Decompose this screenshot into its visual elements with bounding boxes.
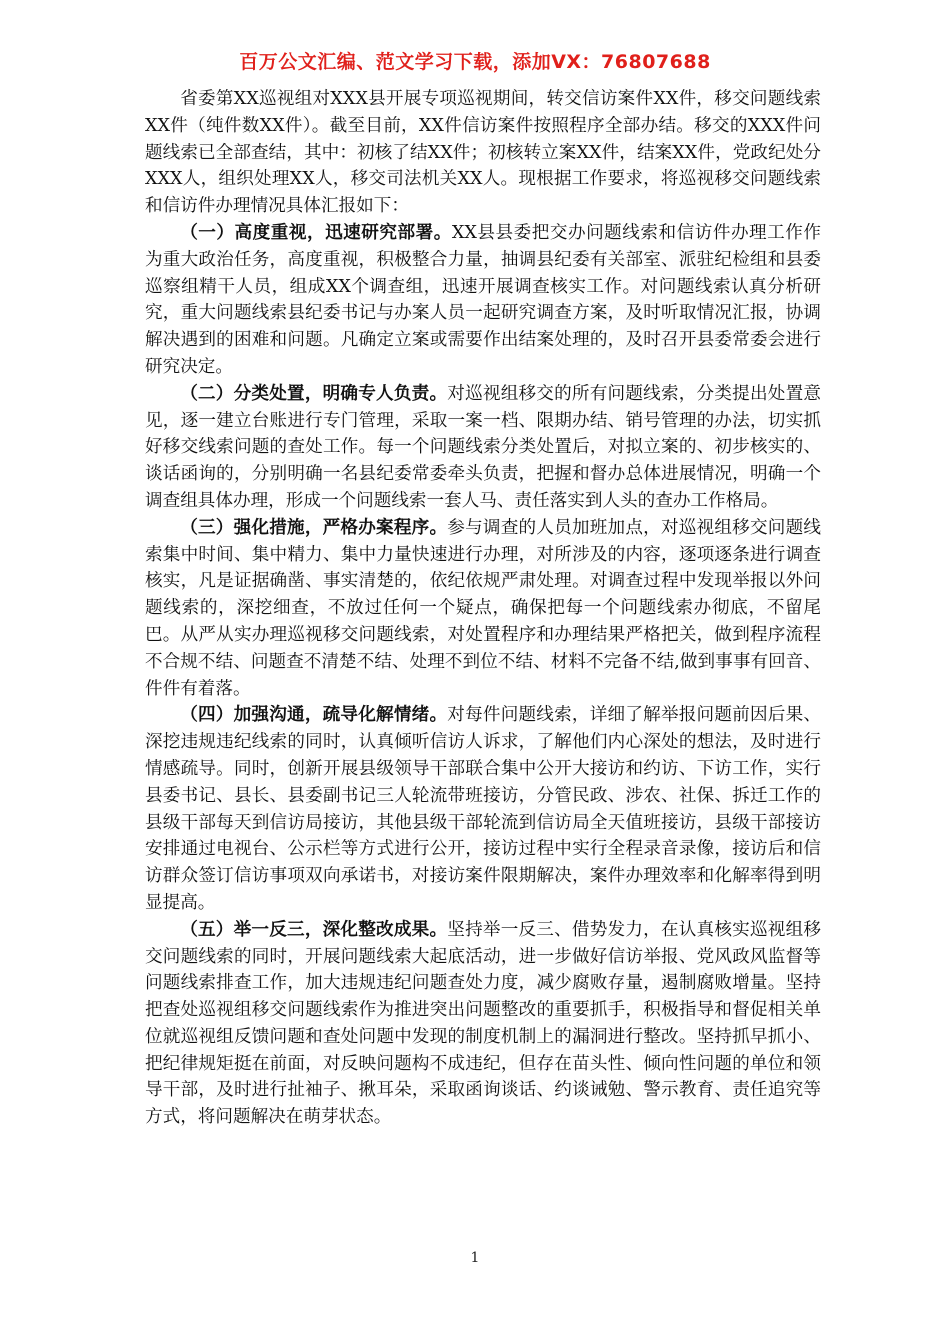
section-5-heading: （五）举一反三，深化整改成果。 bbox=[180, 918, 448, 940]
section-3-paragraph bbox=[145, 515, 821, 703]
watermark-banner: 百万公文汇编、范文学习下载，添加VX：76807688 bbox=[239, 51, 711, 73]
section-1-heading: （一）高度重视，迅速研究部署。 bbox=[180, 221, 452, 243]
section-5-paragraph bbox=[145, 917, 821, 1131]
section-2-paragraph bbox=[145, 381, 821, 515]
section-5-body: 坚持举一反三、借势发力，在认真核实巡视组移交问题线索的同时，开展问题线索大起底活动，进一步做好信访举报、党风政风监督等问题线索排查工作，加大违规违纪问题查处力度，减少腐败存量，遏制腐败增量。坚持把查处巡视组移交问题线索作为推进突出问题整改的重要抓手，积极指导和督促相关单位就巡视组反馈问题和查处问题中发现的制度机制上的漏洞进行整改。坚持抓早抓小、把纪律规矩挺在前面，对反映问题构不成违纪，但存在苗头性、倾向性问题的单位和领导干部，及时进行扯袖子、揪耳朵，采取函询谈话、约谈诫勉、警示教育、责任追究等方式，将问题解决在萌芽状态。 bbox=[145, 919, 821, 1128]
section-4-paragraph bbox=[145, 702, 821, 916]
section-4-body: 对每件问题线索，详细了解举报问题前因后果、深挖违规违纪线索的同时，认真倾听信访人诉求，了解他们内心深处的想法，及时进行情感疏导。同时，创新开展县级领导干部联合集中公开大接访和约访、下访工作，实行县委书记、县长、县委副书记三人轮流带班接访，分管民政、涉农、社保、拆迁工作的县级干部每天到信访局接访，其他县级干部轮流到信访局全天值班接访，县级干部接访安排通过电视台、公示栏等方式进行公开，接访过程中实行全程录音录像，接访后和信访群众签订信访事项双向承诺书，对接访案件限期解决，案件办理效率和化解率得到明显提高。 bbox=[145, 705, 821, 913]
section-1-paragraph bbox=[145, 220, 821, 381]
section-3-body: 参与调查的人员加班加点，对巡视组移交问题线索集中时间、集中精力、集中力量快速进行办理，对所涉及的内容，逐项逐条进行调查核实，凡是证据确凿、事实清楚的，依纪依规严肃处理。对调查过程中发现举报以外问题线索的，深挖细查，不放过任何一个疑点，确保把每一个问题线索办彻底，不留尾巴。从严从实办理巡视移交问题线索，对处置程序和办理结果严格把关，做到程序流程不合规不结、问题查不清楚不结、处理不到位不结、材料不完备不结,做到事事有回音、件件有着落。 bbox=[145, 517, 821, 699]
section-1-body: XX县县委把交办问题线索和信访件办理工作作为重大政治任务，高度重视，积极整合力量，抽调县纪委有关部室、派驻纪检组和县委巡察组精干人员，组成XX个调查组，迅速开展调查核实工作。对问题线索认真分析研究，重大问题线索县纪委书记与办案人员一起研究调查方案，及时听取情况汇报，协调解决遇到的困难和问题。凡确定立案或需要作出结案处理的，及时召开县委常委会进行研究决定。 bbox=[145, 222, 821, 377]
section-4-heading: （四）加强沟通，疏导化解情绪。 bbox=[180, 704, 448, 726]
intro-paragraph: 省委第XX巡视组对XXX县开展专项巡视期间，转交信访案件XX件，移交问题线索XX件（纯件数XX件）。截至目前，XX件信访案件按照程序全部办结。移交的XXX件问题线索已全部查结，其中：初核了结XX件；初核转立案XX件，结案XX件，党政纪处分XXX人，组织处理XX人，移交司法机关XX人。现根据工作要求，将巡视移交问题线索和信访件办理情况具体汇报如下： bbox=[145, 89, 821, 217]
section-3-heading: （三）强化措施，严格办案程序。 bbox=[180, 516, 448, 538]
page-number: 1 bbox=[470, 1250, 480, 1266]
section-2-body: 对巡视组移交的所有问题线索，分类提出处置意见，逐一建立台账进行专门管理，采取一案一档、限期办结、销号管理的办法，切实抓好移交线索问题的查处工作。每一个问题线索分类处置后，对拟立案的、初步核实的、谈话函询的，分别明确一名县纪委常委牵头负责，把握和督办总体进展情况，明确一个调查组具体办理，形成一个问题线索一套人马、责任落实到人头的查办工作格局。 bbox=[145, 383, 821, 511]
document-body bbox=[145, 86, 821, 1131]
section-2-heading: （二）分类处置，明确专人负责。 bbox=[180, 382, 448, 404]
